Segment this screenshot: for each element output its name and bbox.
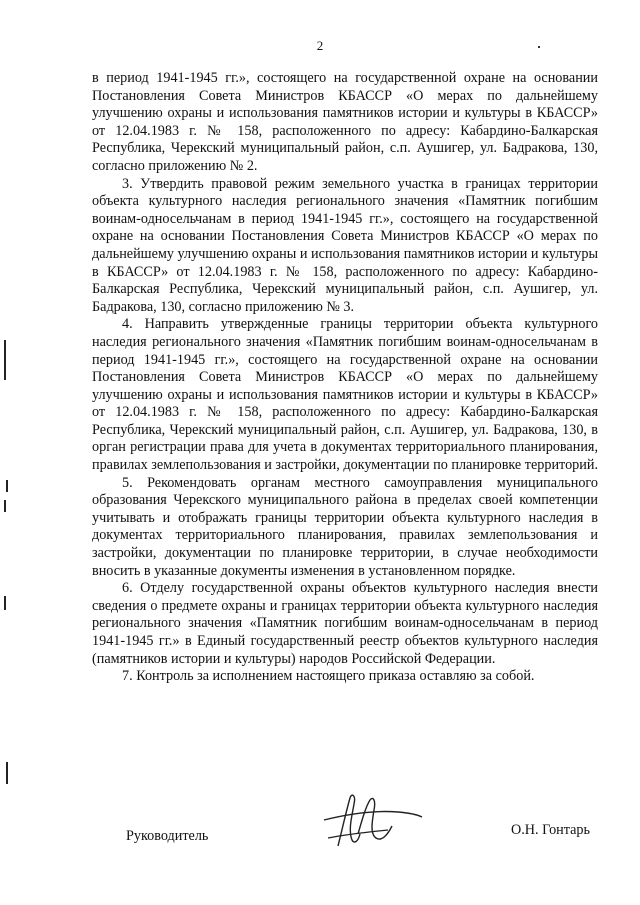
scan-mark: [6, 480, 8, 492]
paragraph-continuation: в период 1941-1945 гг.», состоящего на государственной охране на основании Постановления Совета Министров КБАССР «О мерах по дальнейшему улучшению охраны и использования памятников истории и культуры в КБАССР» от 12.04.1983 г. № 158, расположенного по адресу: Кабардино-Балкарская Республика, Черекский муниципальный район, с.п. Аушигер, ул. Бадракова, 130, согласно приложению № 2.: [92, 70, 598, 174]
paragraph-item-5: 5. Рекомендовать органам местного самоуправления муниципального образования Черекского муниципального района в пределах своей компетенции учитывать и отображать границы территории объекта культурного наследия в документах территориального планирования, правилах землепользования и застройки, документации по планировке территории, в случае необходимости вносить в указанные документы изменения в установленном порядке.: [92, 474, 598, 579]
document-body: [92, 70, 598, 686]
page-number: 2: [316, 38, 324, 53]
signature-block: [92, 790, 598, 850]
scan-mark: [6, 762, 8, 784]
paragraph-item-6: 6. Отделу государственной охраны объектов культурного наследия внести сведения о предмете охраны и границах территории объекта культурного наследия регионального значения «Памятник погибшим воинам-односельчанам в период 1941-1945 гг.» в Единый государственный реестр объектов культурного наследия (памятников истории и культуры) народов Российской Федерации.: [92, 580, 598, 667]
paragraph-item-7: 7. Контроль за исполнением настоящего приказа оставляю за собой.: [122, 668, 535, 685]
paragraph-item-3: 3. Утвердить правовой режим земельного участка в границах территории объекта культурного наследия регионального значения «Памятник погибшим воинам-односельчанам в период 1941-1945 гг.», состоящего на государственной охране на основании Постановления Совета Министров КБАССР «О мерах по дальнейшему улучшению охраны и использования памятников истории и культуры в КБАССР» от 12.04.1983 г. № 158, расположенного по адресу: Кабардино-Балкарская Республика, Черекский муниципальный район, с.п. Аушигер, ул. Бадракова, 130, согласно приложению № 3.: [92, 175, 598, 315]
scan-mark: [4, 500, 6, 512]
signatory-role: Руководитель: [126, 828, 209, 844]
scan-mark: [4, 596, 6, 610]
scan-speck: [538, 46, 540, 48]
scan-mark: [4, 340, 6, 380]
handwritten-signature: [318, 790, 428, 850]
signatory-name: О.Н. Гонтарь: [510, 822, 590, 838]
paragraph-item-4: 4. Направить утвержденные границы территории объекта культурного наследия регионального значения «Памятник погибшим воинам-односельчанам в период 1941-1945 гг.», состоящего на государственной охране на основании Постановления Совета Министров КБАССР «О мерах по дальнейшему улучшению охраны и использования памятников истории и культуры в КБАССР» от 12.04.1983 г. № 158, расположенного по адресу: Кабардино-Балкарская Республика, Черекский муниципальный район, с.п. Аушигер, ул. Бадракова, 130, в орган регистрации права для учета в документах территориального планирования, правилах землепользования и застройки, документации по планировке территорий.: [92, 316, 598, 474]
